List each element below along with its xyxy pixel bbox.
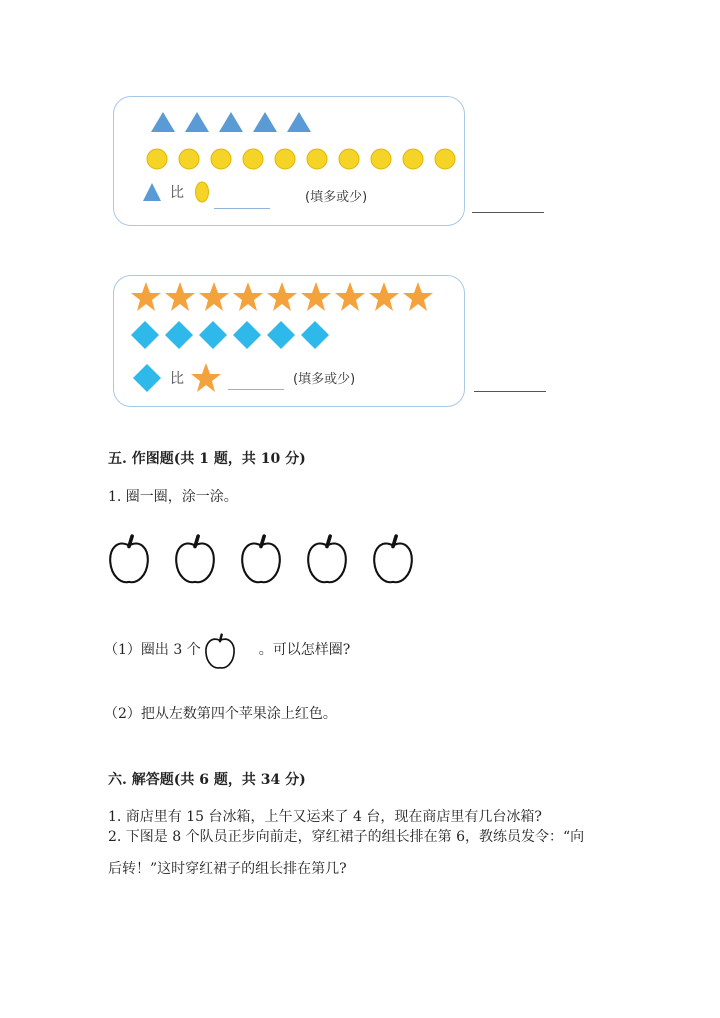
star-icon (190, 362, 222, 394)
sub-question-2: （2）把从左数第四个苹果涂上红色。 (104, 706, 337, 722)
star-icon (402, 281, 434, 313)
apple-icon (203, 633, 237, 671)
diamond-icon (300, 320, 330, 350)
apple-icon (372, 533, 414, 585)
diamond-icon (232, 320, 262, 350)
circle-row (146, 148, 456, 170)
answer-line-1[interactable] (472, 212, 544, 213)
compare-word: 比 (170, 371, 184, 387)
question-6-2-line2: 后转！”这时穿红裙子的组长排在第几? (108, 861, 347, 877)
apple-icon (240, 533, 282, 585)
star-icon (164, 281, 196, 313)
apple-row (108, 533, 414, 585)
diamond-row (130, 320, 330, 350)
triangle-row (150, 111, 312, 133)
question-5-1: 1. 圈一圈，涂一涂。 (108, 489, 238, 505)
diamond-icon (132, 363, 162, 393)
apple-icon (174, 533, 216, 585)
star-icon (300, 281, 332, 313)
triangle-icon (218, 111, 244, 133)
triangle-icon (142, 182, 162, 202)
triangle-icon (184, 111, 210, 133)
diamond-icon (266, 320, 296, 350)
star-icon (130, 281, 162, 313)
circle-icon (194, 180, 210, 204)
apple-icon (108, 533, 150, 585)
circle-icon (306, 148, 328, 170)
triangle-icon (252, 111, 278, 133)
triangle-icon (150, 111, 176, 133)
circle-icon (434, 148, 456, 170)
circle-icon (146, 148, 168, 170)
section-6-heading: 六. 解答题(共 6 题，共 34 分) (108, 772, 306, 788)
sub-question-1-prefix: （1）圈出 3 个 (104, 642, 201, 658)
diamond-icon (164, 320, 194, 350)
apple-icon (306, 533, 348, 585)
sub-question-1-suffix: 。可以怎样圈? (258, 642, 351, 658)
circle-icon (210, 148, 232, 170)
hint-fill-more-or-less: (填多或少) (293, 372, 356, 387)
compare-row-2 (132, 362, 222, 394)
answer-line-2[interactable] (474, 391, 546, 392)
star-icon (334, 281, 366, 313)
sub-question-1 (104, 627, 350, 671)
hint-fill-more-or-less: (填多或少) (305, 190, 368, 205)
circle-icon (402, 148, 424, 170)
triangle-icon (286, 111, 312, 133)
answer-blank-inner-1 (214, 208, 270, 209)
star-row (130, 281, 434, 313)
diamond-icon (130, 320, 160, 350)
question-6-1: 1. 商店里有 15 台冰箱，上午又运来了 4 台，现在商店里有几台冰箱? (108, 809, 542, 825)
compare-row-1 (142, 180, 210, 204)
diamond-icon (198, 320, 228, 350)
circle-icon (370, 148, 392, 170)
circle-icon (178, 148, 200, 170)
circle-icon (242, 148, 264, 170)
compare-word: 比 (170, 185, 184, 201)
section-5-heading: 五. 作图题(共 1 题，共 10 分) (108, 451, 306, 467)
circle-icon (274, 148, 296, 170)
star-icon (266, 281, 298, 313)
answer-blank-inner-2 (228, 389, 284, 390)
star-icon (368, 281, 400, 313)
star-icon (232, 281, 264, 313)
circle-icon (338, 148, 360, 170)
star-icon (198, 281, 230, 313)
question-6-2-line1: 2. 下图是 8 个队员正步向前走，穿红裙子的组长排在第 6，教练员发令：“向 (108, 829, 585, 845)
